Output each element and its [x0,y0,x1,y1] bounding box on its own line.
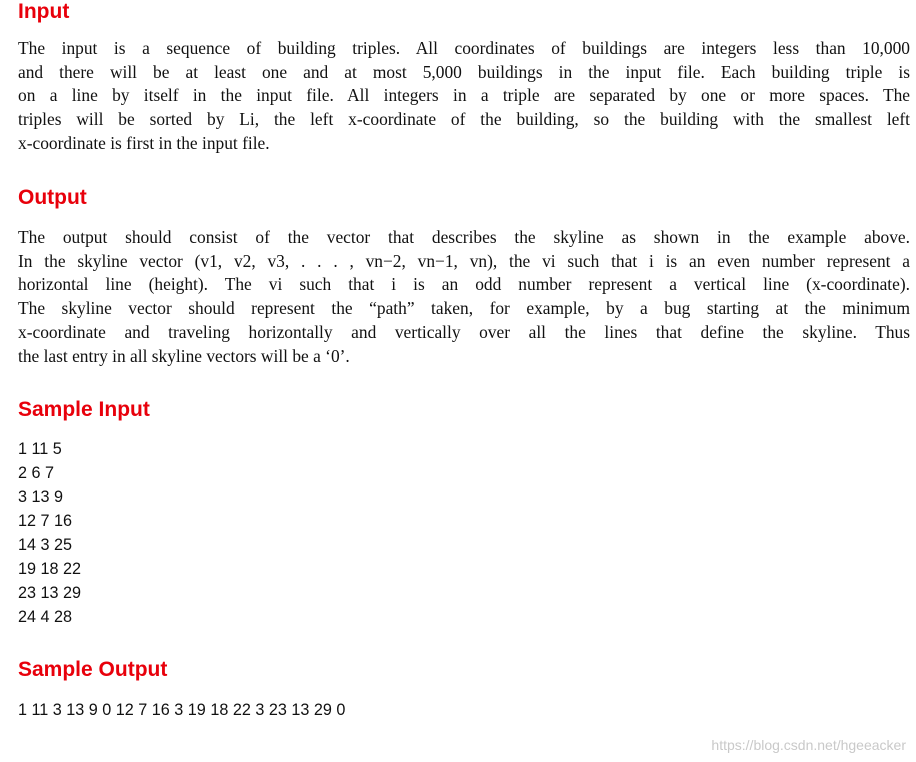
output-line-1: The output should consist of the vector that describes the skyline as shown in the example above. [18,227,910,247]
sample-input-line: 2 6 7 [18,464,55,482]
input-line-5: x-coordinate is first in the input file. [18,132,270,153]
sample-input-line: 3 13 9 [18,488,64,506]
input-line-3: on a line by itself in the input file. All integers in a triple are separated by one or more spaces. The [18,85,910,106]
sample-input-line: 14 3 25 [18,536,73,554]
output-heading: Output [18,186,87,209]
input-line-4: triples will be sorted by Li, the left x-coordinate of the building, so the building with the smallest left [18,109,910,130]
sample-input-block [18,437,81,629]
sample-output-block [18,698,345,722]
output-line-2: In the skyline vector (v1, v2, v3, . . . , vn−2, vn−1, vn), the vi such that i is an even number represent a [18,250,910,271]
sample-output-line: 1 11 3 13 9 0 12 7 16 3 19 18 22 3 23 13 29 0 [18,701,346,719]
output-line-6: the last entry in all skyline vectors will be a ‘0’. [18,345,350,366]
watermark: https://blog.csdn.net/hgeeacker [711,737,906,753]
output-line-5: x-coordinate and traveling horizontally and vertically over all the lines that define the skyline. Thus [18,321,910,342]
sample-input-heading: Sample Input [18,398,150,421]
output-line-3: horizontal line (height). The vi such that i is an odd number represent a vertical line (x-coordinate). [18,274,910,295]
output-line-4: The skyline vector should represent the “path” taken, for example, by a bug starting at the minimum [18,298,910,319]
sample-input-line: 24 4 28 [18,608,73,626]
input-line-2: and there will be at least one and at most 5,000 buildings in the input file. Each building triple is [18,61,910,82]
input-paragraph [18,37,910,156]
sample-input-line: 19 18 22 [18,560,82,578]
input-heading: Input [18,0,70,23]
output-paragraph [18,226,910,368]
sample-input-line: 12 7 16 [18,512,73,530]
sample-input-line: 1 11 5 [18,440,62,458]
sample-output-heading: Sample Output [18,658,168,681]
input-line-1: The input is a sequence of building triples. All coordinates of buildings are integers less than 10,000 [18,38,910,58]
sample-input-line: 23 13 29 [18,584,82,602]
